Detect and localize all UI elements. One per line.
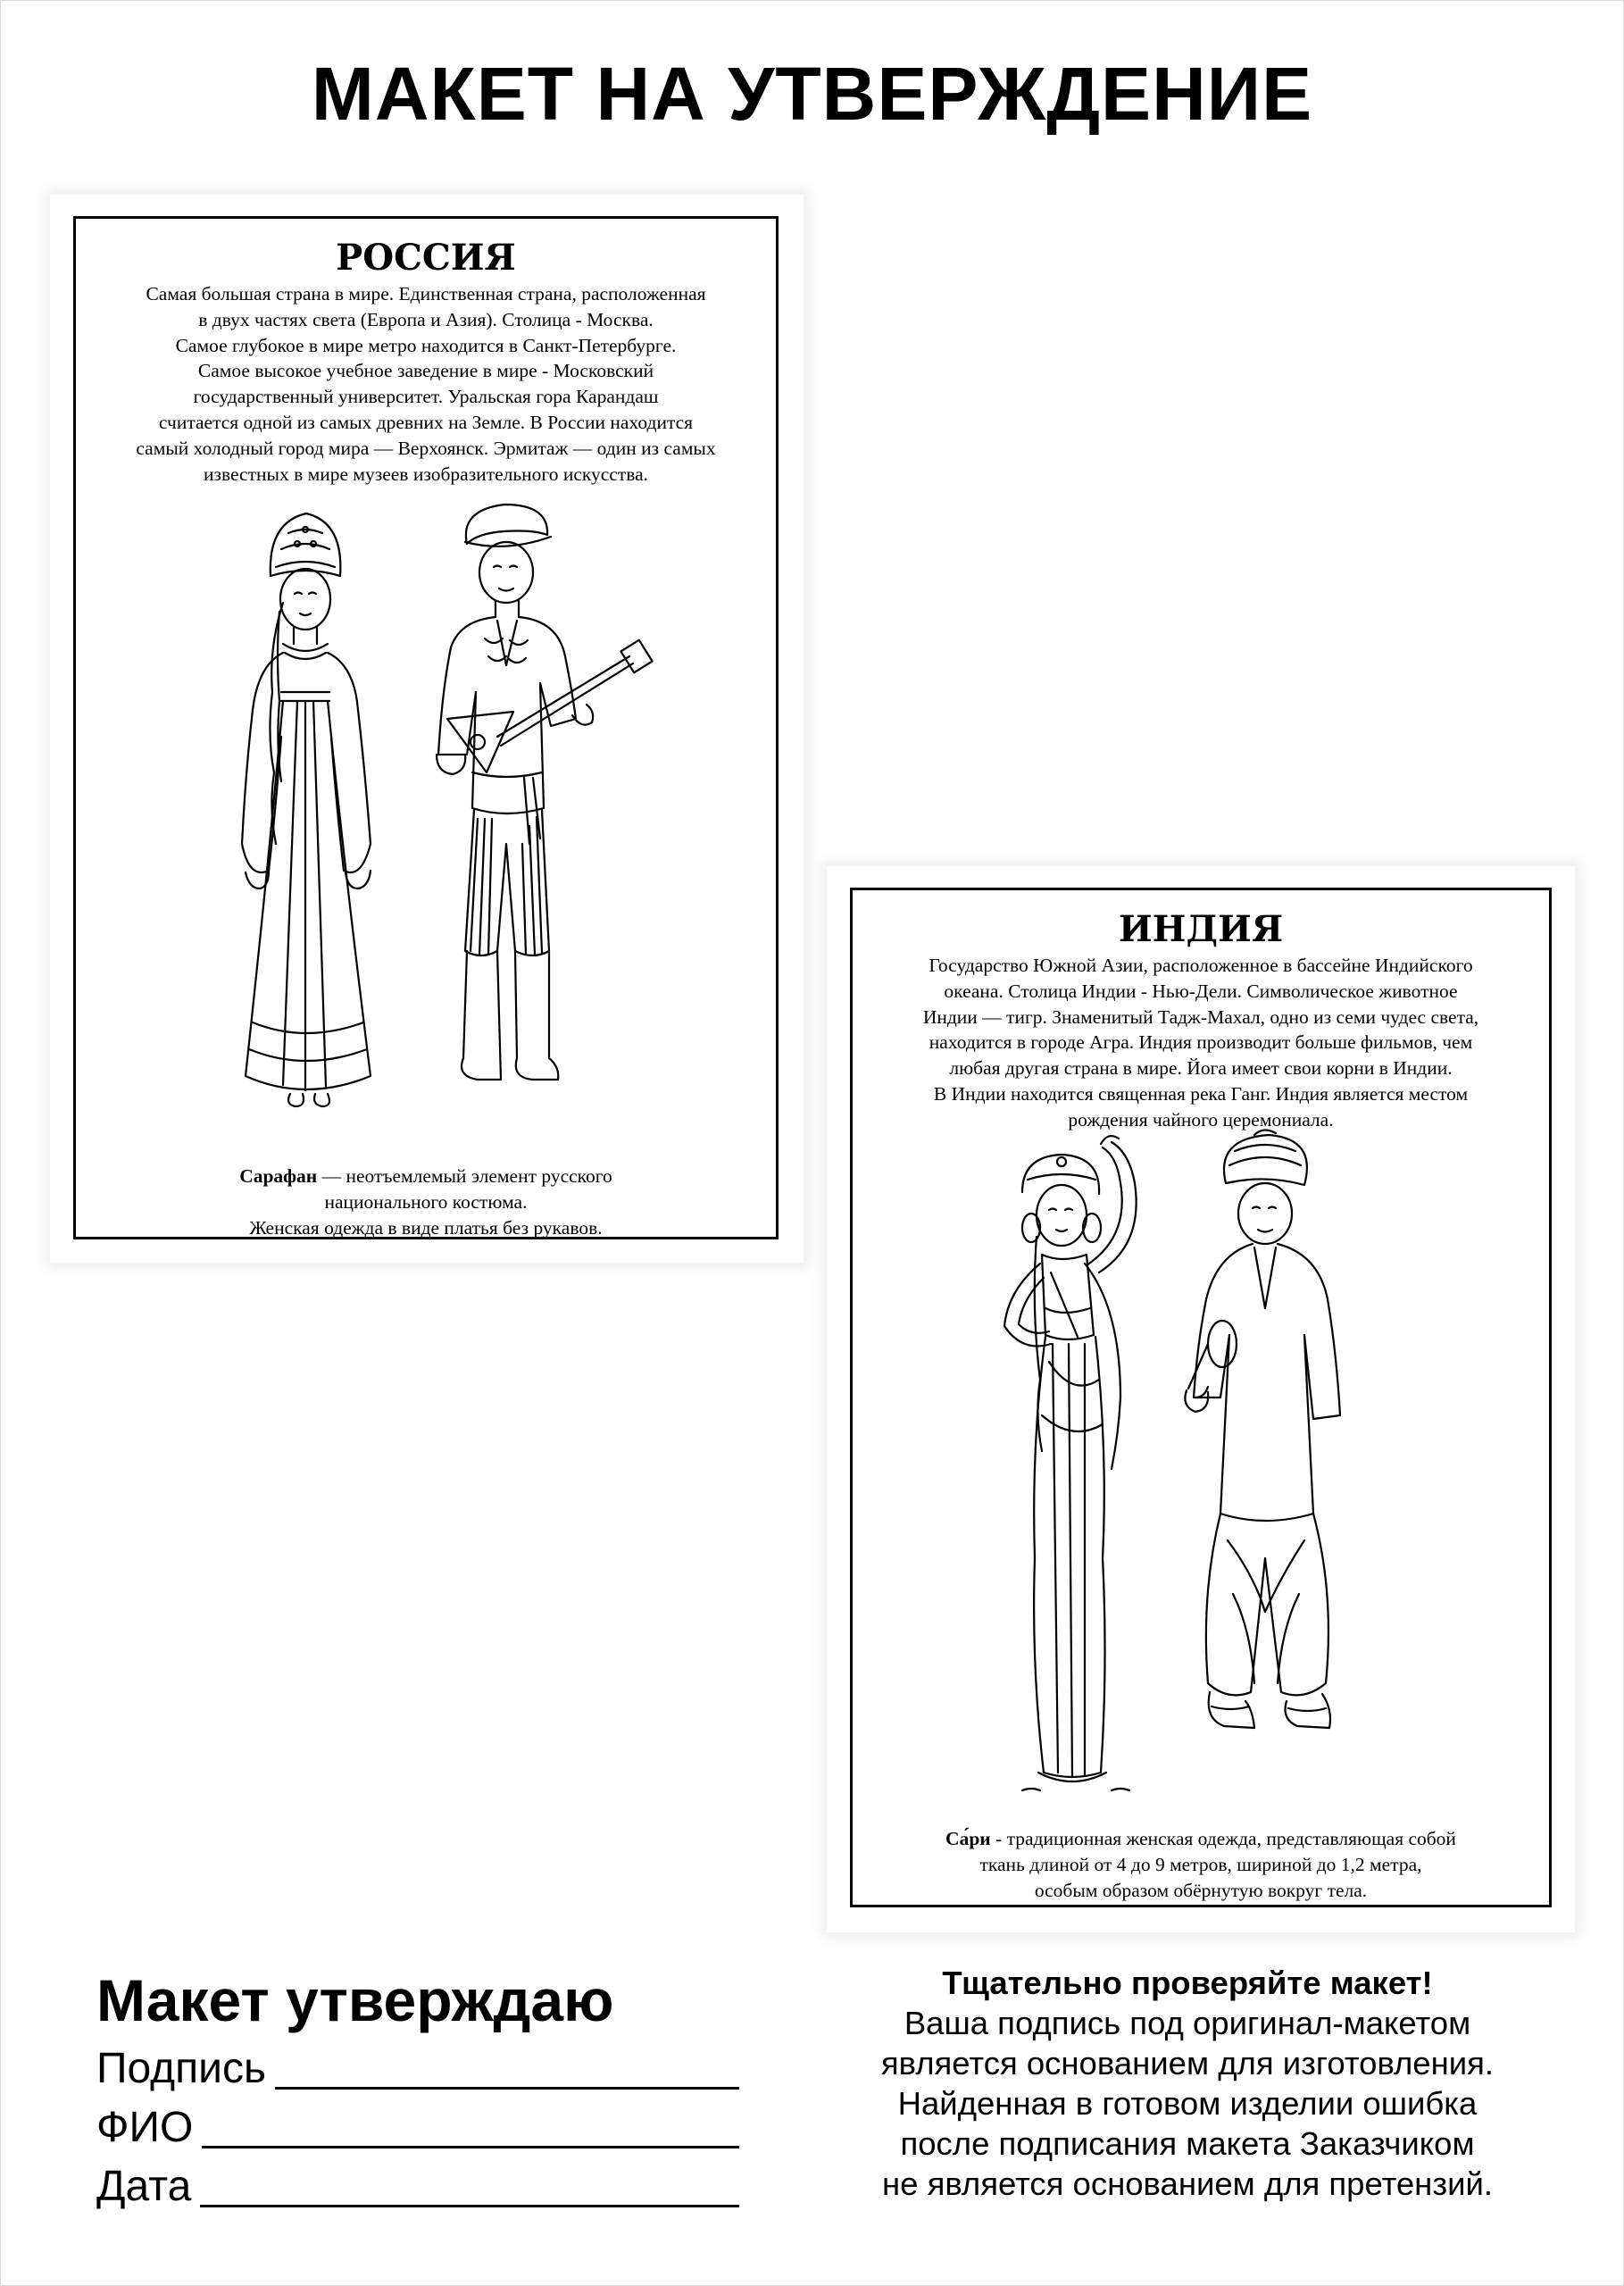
text-line: любая другая страна в мире. Йога имеет свои корни в Индии. xyxy=(949,1057,1453,1080)
russia-description xyxy=(94,281,758,487)
notice-line: не является основанием для претензий. xyxy=(882,2165,1493,2202)
text-line: рождения чайного церемониала. xyxy=(1068,1108,1334,1130)
text-line: В Индии находится священная река Ганг. Индия является местом xyxy=(933,1082,1469,1105)
russia-title: РОССИЯ xyxy=(336,237,516,279)
russian-costume-illustration xyxy=(183,487,683,1174)
text-line: известных в мире музеев изобразительного искусства. xyxy=(203,463,649,485)
sarafan-term: Сарафан xyxy=(239,1165,318,1187)
india-description xyxy=(870,953,1531,1133)
text-line: считается одной из самых древних на Земле. В России находится xyxy=(158,411,694,433)
text-line: государственный университет. Уральская гора Карандаш xyxy=(193,386,659,408)
notice-line: после подписания макета Заказчиком xyxy=(900,2125,1475,2162)
caption-line: особым образом обёрнутую вокруг тела. xyxy=(1034,1880,1368,1901)
page-title: МАКЕТ НА УТВЕРЖДЕНИЕ xyxy=(311,52,1313,136)
india-caption xyxy=(870,1826,1531,1904)
notice-line: Ваша подпись под оригинал-макетом xyxy=(904,2005,1471,2041)
text-line: находится в городе Агра. Индия производит больше фильмов, чем xyxy=(929,1031,1473,1054)
caption-line xyxy=(870,1826,1531,1852)
caption-line: ткань длиной от 4 до 9 метров, шириной до 1,2 метра, xyxy=(979,1854,1422,1875)
date-row xyxy=(96,2156,739,2215)
sari-term: Са́ри xyxy=(945,1828,991,1849)
caption-rest: — неотъемлемый элемент русского xyxy=(317,1165,612,1187)
text-line: океана. Столица Индии - Нью-Дели. Символическое животное xyxy=(944,980,1458,1002)
notice-block xyxy=(786,1963,1589,2204)
name-label: ФИО xyxy=(96,2104,194,2151)
approval-title: Макет утверждаю xyxy=(96,1967,614,2033)
signature-row xyxy=(96,2038,739,2097)
russia-card-border xyxy=(73,216,779,1239)
caption-rest: - традиционная женская одежда, представляющая собой xyxy=(990,1828,1456,1849)
caption-line: Женская одежда в виде платья без рукавов. xyxy=(249,1217,603,1239)
text-line: самый холодный город мира — Верхоянск. Эрмитаж — один из самых xyxy=(136,437,716,459)
name-row xyxy=(96,2097,739,2156)
date-label: Дата xyxy=(96,2163,192,2210)
signature-label: Подпись xyxy=(96,2045,266,2092)
russia-caption xyxy=(94,1164,758,1241)
name-line[interactable] xyxy=(202,2146,739,2148)
notice-line: является основанием для изготовления. xyxy=(880,2045,1495,2082)
text-line: Государство Южной Азии, расположенное в бассейне Индийского xyxy=(929,955,1473,976)
notice-line: Найденная в готовом изделии ошибка xyxy=(897,2085,1478,2122)
india-title: ИНДИЯ xyxy=(1118,908,1284,950)
text-line: Самая большая страна в мире. Единственная страна, расположенная xyxy=(146,283,706,305)
signature-line[interactable] xyxy=(275,2087,739,2090)
caption-line: национального костюма. xyxy=(324,1191,528,1213)
text-line: в двух частях света (Европа и Азия). Столица - Москва. xyxy=(198,308,654,330)
notice-title: Тщательно проверяйте макет! xyxy=(942,1965,1433,2001)
approval-block xyxy=(96,1965,739,2215)
russia-card xyxy=(50,195,804,1263)
text-line: Индии — тигр. Знаменитый Тадж-Махал, одно из семи чудес света, xyxy=(922,1005,1479,1028)
indian-costume-illustration xyxy=(987,1130,1433,1808)
text-line: Самое высокое учебное заведение в мире - Московский xyxy=(197,360,654,382)
caption-line xyxy=(94,1164,758,1189)
text-line: Самое глубокое в мире метро находится в Санкт-Петербурге. xyxy=(175,334,677,356)
date-line[interactable] xyxy=(200,2205,739,2207)
india-card xyxy=(827,866,1575,1932)
india-card-border xyxy=(850,888,1552,1907)
